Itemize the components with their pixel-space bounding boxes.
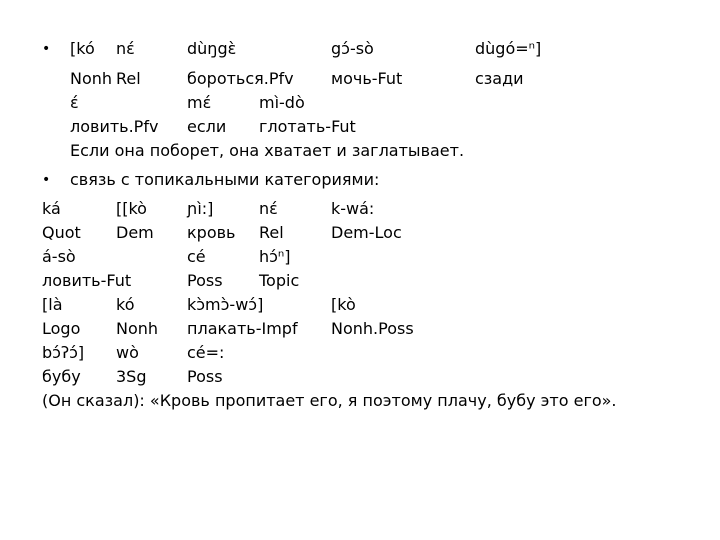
- ex2-word: [kò: [331, 295, 356, 314]
- bullet-2-text: связь с топикальными категориями:: [70, 170, 380, 189]
- ex2-gloss: Nonh.Poss: [331, 319, 414, 338]
- ex1-word: dùgó=ⁿ]: [475, 39, 542, 58]
- bullet-1: •: [42, 41, 51, 57]
- ex2-word: á-sò: [42, 247, 76, 266]
- ex2-word: ɲì:]: [187, 199, 214, 218]
- ex2-gloss: Poss: [187, 367, 223, 386]
- ex2-word: nɛ́: [259, 199, 278, 218]
- ex1-gloss: Nonh: [70, 69, 113, 88]
- ex2-word: hɔ́ⁿ]: [259, 247, 291, 266]
- ex1-word: mì-dò: [259, 93, 305, 112]
- ex1-word: ɛ́: [70, 93, 79, 112]
- ex2-word: [[kò: [116, 199, 147, 218]
- ex2-word: k-wá:: [331, 199, 375, 218]
- ex1-gloss: Rel: [116, 69, 141, 88]
- ex2-gloss: Quot: [42, 223, 81, 242]
- ex2-gloss: кровь: [187, 223, 236, 242]
- ex1-translation: Если она поборет, она хватает и заглатывает.: [70, 141, 465, 160]
- ex2-word: bɔ́ʔɔ́]: [42, 343, 85, 362]
- ex2-gloss: ловить-Fut: [42, 271, 132, 290]
- ex1-gloss: глотать-Fut: [259, 117, 356, 136]
- ex1-word: nɛ́: [116, 39, 135, 58]
- ex2-gloss: Topic: [259, 271, 300, 290]
- ex2-gloss: Poss: [187, 271, 223, 290]
- ex2-translation: (Он сказал): «Кровь пропитает его, я поэтому плачу, бубу это его».: [42, 391, 617, 410]
- ex2-word: cé=:: [187, 343, 225, 362]
- ex2-word: [là: [42, 295, 63, 314]
- ex2-word: kó: [116, 295, 135, 314]
- ex1-word: [kó: [70, 39, 95, 58]
- ex2-word: wò: [116, 343, 139, 362]
- ex2-word: ká: [42, 199, 61, 218]
- ex1-gloss: ловить.Pfv: [70, 117, 159, 136]
- ex2-gloss: Logo: [42, 319, 81, 338]
- ex2-word: cé: [187, 247, 206, 266]
- ex1-gloss: если: [187, 117, 227, 136]
- ex2-gloss: бубу: [42, 367, 81, 386]
- ex1-word: mɛ́: [187, 93, 212, 112]
- ex2-gloss: Rel: [259, 223, 284, 242]
- bullet-2: •: [42, 172, 51, 188]
- ex1-gloss: мочь-Fut: [331, 69, 403, 88]
- ex2-word: kɔ̀mɔ̀-wɔ́]: [187, 295, 264, 314]
- ex2-gloss: 3Sg: [116, 367, 147, 386]
- ex2-gloss: плакать-Impf: [187, 319, 298, 338]
- ex1-word: gɔ́-sò: [331, 39, 374, 58]
- ex1-gloss: бороться.Pfv: [187, 69, 294, 88]
- ex2-gloss: Nonh: [116, 319, 159, 338]
- ex2-gloss: Dem-Loc: [331, 223, 402, 242]
- ex2-gloss: Dem: [116, 223, 154, 242]
- ex1-gloss: сзади: [475, 69, 524, 88]
- ex1-word: dùŋgɛ̀: [187, 39, 237, 58]
